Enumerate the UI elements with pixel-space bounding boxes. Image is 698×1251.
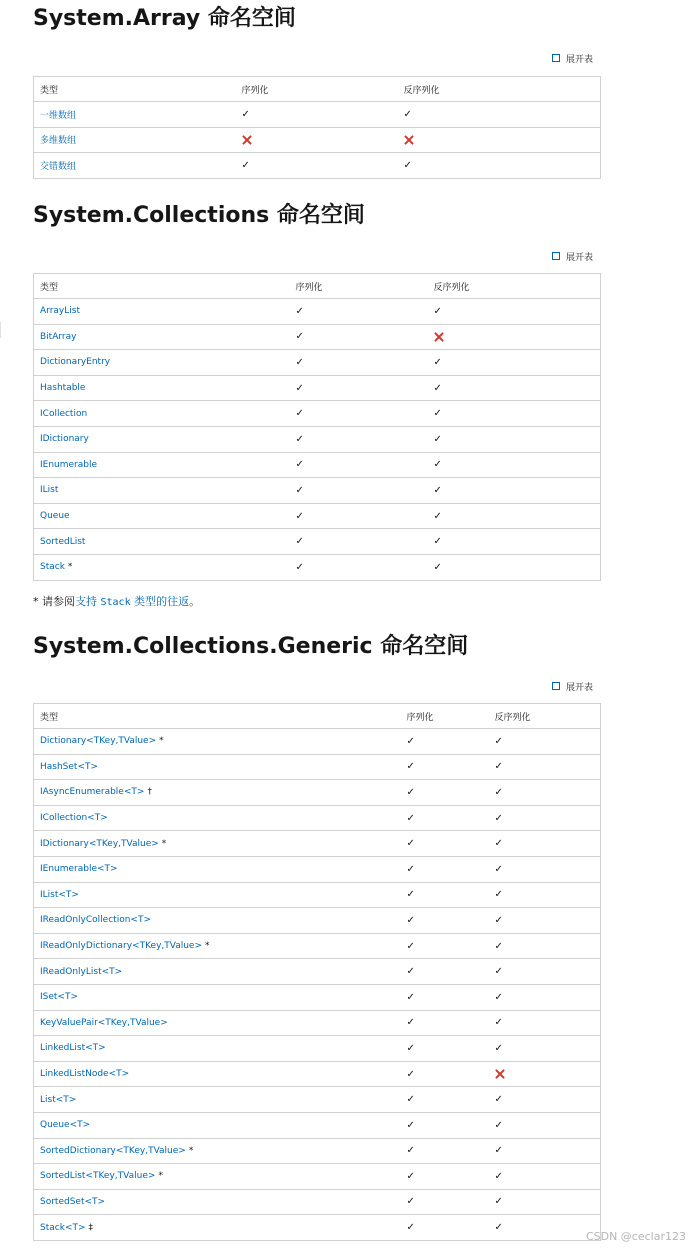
deserialize-cell	[398, 127, 601, 153]
serialize-cell	[401, 908, 489, 934]
type-link[interactable]: Dictionary<TKey,TValue>	[40, 736, 157, 747]
serialize-cell	[290, 401, 428, 427]
cross-icon	[242, 135, 252, 145]
checkmark-icon: ✓	[406, 1042, 415, 1054]
type-cell	[34, 350, 290, 376]
type-link[interactable]: IDictionary	[40, 434, 89, 445]
type-link[interactable]: Queue	[40, 511, 70, 522]
type-link[interactable]: ICollection<T>	[40, 813, 108, 824]
type-link[interactable]: List<T>	[40, 1094, 77, 1105]
generic-expand-table-button[interactable]	[552, 679, 593, 693]
footnote-marker: *	[161, 838, 167, 849]
serialize-cell	[401, 856, 489, 882]
type-link[interactable]: ISet<T>	[40, 992, 79, 1003]
type-link[interactable]: IEnumerable<T>	[40, 864, 118, 875]
deserialize-cell	[428, 478, 601, 504]
checkmark-icon: ✓	[406, 1068, 415, 1080]
generic-types-table	[33, 703, 601, 1241]
checkmark-icon: ✓	[494, 838, 503, 850]
expand-icon	[552, 252, 560, 260]
checkmark-icon: ✓	[433, 408, 442, 420]
checkmark-icon: ✓	[433, 510, 442, 522]
collections-expand-table-button[interactable]	[552, 249, 593, 263]
type-link[interactable]: SortedList	[40, 536, 86, 547]
type-cell	[34, 452, 290, 478]
type-link[interactable]: IList	[40, 485, 59, 496]
column-header-serialize: 序列化	[236, 77, 398, 102]
type-cell	[34, 299, 290, 325]
type-cell	[34, 529, 290, 555]
expand-label: 展开表	[565, 252, 593, 263]
type-link[interactable]: IDictionary<TKey,TValue>	[40, 838, 159, 849]
table-row	[34, 984, 601, 1010]
checkmark-icon: ✓	[295, 459, 304, 471]
type-link[interactable]: HashSet<T>	[40, 761, 99, 772]
deserialize-cell	[489, 1215, 601, 1241]
deserialize-cell	[489, 1061, 601, 1087]
table-row	[34, 401, 601, 427]
table-row	[34, 153, 601, 179]
link-text: 类型的往返	[130, 595, 190, 608]
type-link[interactable]: SortedList<TKey,TValue>	[40, 1171, 156, 1182]
checkmark-icon: ✓	[403, 159, 412, 171]
footnote-marker: †	[147, 787, 152, 798]
column-header-deserialize: 反序列化	[398, 77, 601, 102]
serialize-cell	[401, 805, 489, 831]
serialize-cell	[290, 529, 428, 555]
type-link[interactable]: Hashtable	[40, 383, 86, 394]
table-row	[34, 1164, 601, 1190]
checkmark-icon: ✓	[494, 812, 503, 824]
checkmark-icon: ✓	[406, 735, 415, 747]
type-cell	[34, 856, 401, 882]
checkmark-icon: ✓	[295, 561, 304, 573]
array-types-table	[33, 76, 601, 179]
type-cell	[34, 1036, 401, 1062]
type-cell	[34, 1138, 401, 1164]
expand-label: 展开表	[565, 682, 593, 693]
deserialize-cell	[428, 452, 601, 478]
checkmark-icon: ✓	[494, 735, 503, 747]
table-row	[34, 882, 601, 908]
checkmark-icon: ✓	[494, 761, 503, 773]
table-row	[34, 729, 601, 755]
type-link[interactable]: BitArray	[40, 331, 77, 342]
serialize-cell	[290, 503, 428, 529]
deserialize-cell	[489, 1164, 601, 1190]
expand-icon	[552, 682, 560, 690]
checkmark-icon: ✓	[494, 940, 503, 952]
type-link[interactable]: IList<T>	[40, 889, 79, 900]
table-row	[34, 831, 601, 857]
checkmark-icon: ✓	[494, 1017, 503, 1029]
deserialize-cell	[428, 554, 601, 580]
serialize-cell	[290, 426, 428, 452]
type-link[interactable]: 交错数组	[40, 161, 77, 172]
checkmark-icon: ✓	[494, 1222, 503, 1234]
type-link[interactable]: KeyValuePair<TKey,TValue>	[40, 1017, 168, 1028]
checkmark-icon: ✓	[241, 108, 250, 120]
checkmark-icon: ✓	[433, 356, 442, 368]
checkmark-icon: ✓	[406, 1170, 415, 1182]
type-cell	[34, 324, 290, 350]
type-cell	[34, 127, 236, 153]
type-link[interactable]: Stack<T>	[40, 1222, 86, 1233]
checkmark-icon: ✓	[494, 1042, 503, 1054]
table-row	[34, 529, 601, 555]
checkmark-icon: ✓	[241, 159, 250, 171]
checkmark-icon: ✓	[494, 1170, 503, 1182]
deserialize-cell	[428, 350, 601, 376]
collections-section-title: System.Collections 命名空间	[33, 203, 365, 228]
checkmark-icon: ✓	[406, 1017, 415, 1029]
type-link[interactable]: ICollection	[40, 408, 88, 419]
serialize-cell	[401, 1112, 489, 1138]
checkmark-icon: ✓	[406, 889, 415, 901]
serialize-cell	[401, 1036, 489, 1062]
type-link[interactable]: ArrayList	[40, 306, 80, 317]
page-edge-marker	[0, 322, 1, 338]
table-header-row	[34, 274, 601, 299]
column-header-deserialize: 反序列化	[489, 704, 601, 729]
checkmark-icon: ✓	[494, 1119, 503, 1131]
serialize-cell	[401, 1189, 489, 1215]
deserialize-cell	[489, 933, 601, 959]
table-row	[34, 856, 601, 882]
serialize-cell	[401, 831, 489, 857]
serialize-cell	[236, 102, 398, 128]
type-cell	[34, 1164, 401, 1190]
table-row	[34, 1061, 601, 1087]
type-link[interactable]: SortedDictionary<TKey,TValue>	[40, 1145, 186, 1156]
type-cell	[34, 426, 290, 452]
table-row	[34, 780, 601, 806]
type-link[interactable]: IReadOnlyList<T>	[40, 966, 123, 977]
checkmark-icon: ✓	[406, 863, 415, 875]
watermark: CSDN @ceclar123	[585, 1230, 686, 1243]
expand-icon	[552, 54, 560, 62]
type-cell	[34, 401, 290, 427]
table-row	[34, 754, 601, 780]
checkmark-icon: ✓	[433, 484, 442, 496]
type-cell	[34, 959, 401, 985]
table-row	[34, 452, 601, 478]
array-section-title: System.Array 命名空间	[33, 6, 296, 31]
serialize-cell	[401, 1010, 489, 1036]
deserialize-cell	[428, 299, 601, 325]
column-header-serialize: 序列化	[290, 274, 428, 299]
table-header-row	[34, 77, 601, 102]
checkmark-icon: ✓	[494, 863, 503, 875]
table-row	[34, 478, 601, 504]
checkmark-icon: ✓	[295, 536, 304, 548]
serialize-cell	[401, 1087, 489, 1113]
type-cell	[34, 1010, 401, 1036]
array-expand-table-button[interactable]	[552, 51, 593, 65]
type-cell	[34, 1189, 401, 1215]
serialize-cell	[236, 127, 398, 153]
checkmark-icon: ✓	[494, 1145, 503, 1157]
serialize-cell	[401, 1215, 489, 1241]
footnote-marker: *	[205, 941, 210, 952]
deserialize-cell	[489, 882, 601, 908]
type-link[interactable]: DictionaryEntry	[40, 357, 111, 368]
serialize-cell	[401, 933, 489, 959]
table-row	[34, 933, 601, 959]
deserialize-cell	[398, 153, 601, 179]
checkmark-icon: ✓	[433, 459, 442, 471]
checkmark-icon: ✓	[295, 484, 304, 496]
type-cell	[34, 375, 290, 401]
link-code: Stack	[100, 597, 131, 608]
serialize-cell	[290, 554, 428, 580]
table-row	[34, 1215, 601, 1241]
footnote-marker: *	[159, 736, 164, 747]
checkmark-icon: ✓	[406, 914, 415, 926]
serialize-cell	[401, 882, 489, 908]
checkmark-icon: ✓	[295, 510, 304, 522]
serialize-cell	[290, 375, 428, 401]
serialize-cell	[290, 452, 428, 478]
checkmark-icon: ✓	[295, 382, 304, 394]
checkmark-icon: ✓	[406, 1222, 415, 1234]
type-link[interactable]: 多维数组	[40, 136, 77, 147]
collections-footnote	[33, 593, 200, 609]
checkmark-icon: ✓	[406, 966, 415, 978]
checkmark-icon: ✓	[494, 889, 503, 901]
serialize-cell	[401, 1164, 489, 1190]
serialize-cell	[236, 153, 398, 179]
type-cell	[34, 933, 401, 959]
deserialize-cell	[489, 1112, 601, 1138]
checkmark-icon: ✓	[403, 108, 412, 120]
checkmark-icon: ✓	[295, 331, 304, 343]
checkmark-icon: ✓	[406, 786, 415, 798]
type-link[interactable]: SortedSet<T>	[40, 1196, 106, 1207]
column-header-deserialize: 反序列化	[428, 274, 601, 299]
table-row	[34, 959, 601, 985]
footnote-prefix: * 请参阅	[33, 595, 75, 608]
type-cell	[34, 984, 401, 1010]
checkmark-icon: ✓	[295, 305, 304, 317]
type-link[interactable]: IEnumerable	[40, 459, 98, 470]
type-link[interactable]: LinkedListNode<T>	[40, 1069, 130, 1080]
checkmark-icon: ✓	[406, 1196, 415, 1208]
type-cell	[34, 780, 401, 806]
type-link[interactable]: IAsyncEnumerable<T>	[40, 787, 145, 798]
deserialize-cell	[489, 1010, 601, 1036]
type-cell	[34, 102, 236, 128]
generic-section-title: System.Collections.Generic 命名空间	[33, 634, 469, 659]
serialize-cell	[401, 959, 489, 985]
checkmark-icon: ✓	[494, 786, 503, 798]
serialize-cell	[290, 478, 428, 504]
serialize-cell	[290, 324, 428, 350]
type-cell	[34, 503, 290, 529]
serialize-cell	[401, 780, 489, 806]
type-link[interactable]: Queue<T>	[40, 1120, 91, 1131]
cross-icon	[434, 332, 444, 342]
checkmark-icon: ✓	[406, 812, 415, 824]
deserialize-cell	[489, 908, 601, 934]
table-row	[34, 503, 601, 529]
table-row	[34, 908, 601, 934]
checkmark-icon: ✓	[433, 305, 442, 317]
checkmark-icon: ✓	[406, 1119, 415, 1131]
checkmark-icon: ✓	[406, 761, 415, 773]
footnote-marker: *	[158, 1171, 163, 1182]
type-cell	[34, 478, 290, 504]
type-cell	[34, 1112, 401, 1138]
deserialize-cell	[489, 754, 601, 780]
deserialize-cell	[428, 503, 601, 529]
serialize-cell	[401, 984, 489, 1010]
table-row	[34, 350, 601, 376]
link-text: 支持	[75, 595, 101, 608]
footnote-marker: *	[188, 1145, 194, 1156]
checkmark-icon: ✓	[494, 914, 503, 926]
deserialize-cell	[428, 324, 601, 350]
type-cell	[34, 754, 401, 780]
serialize-cell	[401, 1138, 489, 1164]
table-row	[34, 375, 601, 401]
collections-types-table	[33, 273, 601, 581]
checkmark-icon: ✓	[433, 382, 442, 394]
table-row	[34, 1112, 601, 1138]
deserialize-cell	[489, 856, 601, 882]
type-cell	[34, 831, 401, 857]
column-header-type: 类型	[34, 274, 290, 299]
serialize-cell	[290, 299, 428, 325]
type-link[interactable]: IReadOnlyCollection<T>	[40, 915, 151, 926]
table-row	[34, 1087, 601, 1113]
footnote-marker: *	[67, 562, 73, 573]
serialize-cell	[401, 1061, 489, 1087]
checkmark-icon: ✓	[295, 408, 304, 420]
checkmark-icon: ✓	[406, 1094, 415, 1106]
type-link[interactable]: 一维数组	[40, 110, 77, 121]
checkmark-icon: ✓	[494, 1196, 503, 1208]
deserialize-cell	[489, 805, 601, 831]
table-row	[34, 324, 601, 350]
type-cell	[34, 882, 401, 908]
table-row	[34, 1138, 601, 1164]
deserialize-cell	[428, 426, 601, 452]
table-row	[34, 554, 601, 580]
type-cell	[34, 729, 401, 755]
table-row	[34, 1010, 601, 1036]
checkmark-icon: ✓	[433, 433, 442, 445]
deserialize-cell	[489, 780, 601, 806]
stack-roundtrip-link[interactable]	[75, 595, 189, 608]
table-row	[34, 1189, 601, 1215]
table-row	[34, 1036, 601, 1062]
type-cell	[34, 1061, 401, 1087]
checkmark-icon: ✓	[406, 838, 415, 850]
deserialize-cell	[489, 1138, 601, 1164]
deserialize-cell	[428, 375, 601, 401]
type-cell	[34, 805, 401, 831]
footnote-marker: ‡	[88, 1222, 93, 1233]
checkmark-icon: ✓	[494, 966, 503, 978]
deserialize-cell	[489, 1189, 601, 1215]
cross-icon	[404, 135, 414, 145]
type-cell	[34, 1215, 401, 1241]
deserialize-cell	[489, 959, 601, 985]
type-cell	[34, 908, 401, 934]
table-row	[34, 299, 601, 325]
checkmark-icon: ✓	[406, 1145, 415, 1157]
table-row	[34, 102, 601, 128]
table-row	[34, 426, 601, 452]
type-cell	[34, 1087, 401, 1113]
deserialize-cell	[489, 729, 601, 755]
checkmark-icon: ✓	[406, 991, 415, 1003]
column-header-type: 类型	[34, 704, 401, 729]
cross-icon	[495, 1069, 505, 1079]
footnote-suffix: 。	[189, 595, 201, 608]
checkmark-icon: ✓	[295, 356, 304, 368]
column-header-type: 类型	[34, 77, 236, 102]
type-link[interactable]: IReadOnlyDictionary<TKey,TValue>	[40, 941, 203, 952]
deserialize-cell	[428, 529, 601, 555]
deserialize-cell	[428, 401, 601, 427]
table-header-row	[34, 704, 601, 729]
expand-label: 展开表	[565, 54, 593, 65]
deserialize-cell	[489, 1087, 601, 1113]
serialize-cell	[290, 350, 428, 376]
deserialize-cell	[489, 984, 601, 1010]
deserialize-cell	[489, 1036, 601, 1062]
type-link[interactable]: LinkedList<T>	[40, 1043, 106, 1054]
column-header-serialize: 序列化	[401, 704, 489, 729]
serialize-cell	[401, 729, 489, 755]
type-cell	[34, 153, 236, 179]
checkmark-icon: ✓	[433, 536, 442, 548]
checkmark-icon: ✓	[406, 940, 415, 952]
checkmark-icon: ✓	[494, 991, 503, 1003]
type-link[interactable]: Stack	[40, 562, 65, 573]
deserialize-cell	[489, 831, 601, 857]
serialize-cell	[401, 754, 489, 780]
type-cell	[34, 554, 290, 580]
deserialize-cell	[398, 102, 601, 128]
checkmark-icon: ✓	[494, 1094, 503, 1106]
table-row	[34, 127, 601, 153]
checkmark-icon: ✓	[433, 561, 442, 573]
checkmark-icon: ✓	[295, 433, 304, 445]
table-row	[34, 805, 601, 831]
